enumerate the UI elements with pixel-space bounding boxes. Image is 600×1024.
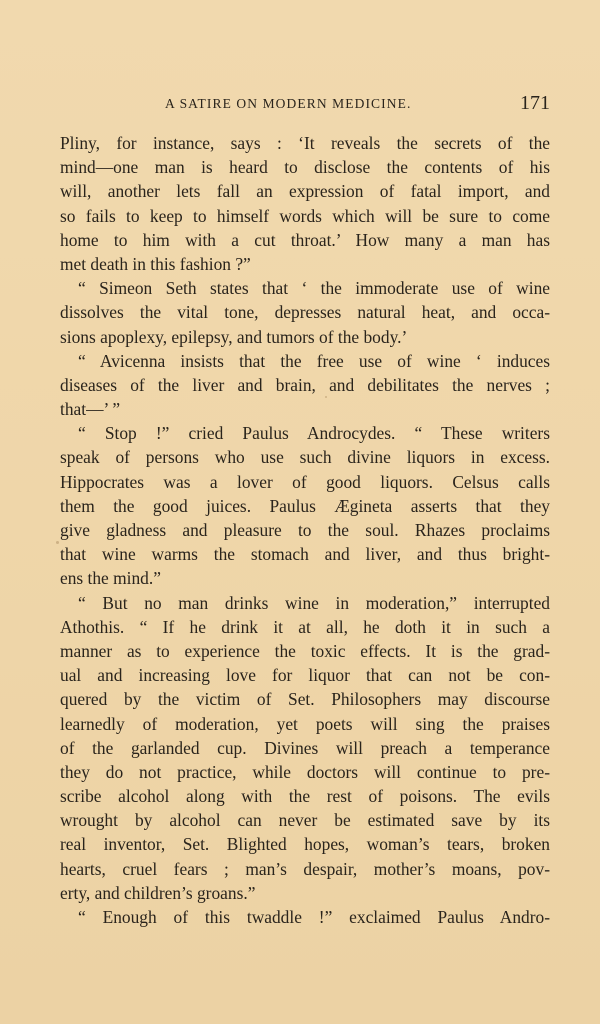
text-line: Athothis. “ If he drink it at all, he doth it in such a <box>60 616 550 637</box>
text-line: learnedly of moderation, yet poets will sing the praises <box>60 713 550 734</box>
text-line: give gladness and pleasure to the soul. Rhazes proclaims <box>60 520 550 540</box>
text-line: met death in this fashion ?” <box>60 253 251 274</box>
text-line: ual and increasing love for liquor that can not be con- <box>60 665 550 686</box>
text-line: them the good juices. Paulus Ægineta asserts that they <box>60 495 550 516</box>
text-line: “ Enough of this twaddle !” exclaimed Paulus Andro- <box>78 907 550 927</box>
text-line: “ Avicenna insists that the free use of wine ‘ induces <box>78 350 550 371</box>
text-line: so fails to keep to himself words which will be sure to come <box>60 205 550 226</box>
text-line: of the garlanded cup. Divines will preach a temperance <box>60 737 550 758</box>
text-line: they do not practice, while doctors will continue to pre- <box>60 761 550 782</box>
text-line: “ But no man drinks wine in moderation,” interrupted <box>78 592 550 613</box>
text-line: sions apoplexy, epilepsy, and tumors of the body.’ <box>60 326 408 347</box>
text-line: Hippocrates was a lover of good liquors. Celsus calls <box>60 471 550 492</box>
text-line: “ Stop !” cried Paulus Androcydes. “ These writers <box>78 423 550 444</box>
text-line: wrought by alcohol can never be estimated save by its <box>60 810 550 831</box>
text-line: erty, and children’s groans.” <box>60 882 256 903</box>
text-line: that wine warms the stomach and liver, and thus bright- <box>60 544 550 565</box>
text-line: quered by the victim of Set. Philosophers may discourse <box>60 689 550 710</box>
text-line: speak of persons who use such divine liquors in excess. <box>60 447 550 468</box>
text-line: manner as to experience the toxic effects. It is the grad- <box>60 640 550 661</box>
text-line: diseases of the liver and brain, and debilitates the nerves ; <box>60 374 550 395</box>
text-line: hearts, cruel fears ; man’s despair, mother’s moans, pov- <box>60 858 550 879</box>
print-speck <box>325 396 327 398</box>
text-line: Pliny, for instance, says : ‘It reveals the secrets of the <box>60 133 550 153</box>
running-title: A SATIRE ON MODERN MEDICINE. <box>165 96 412 111</box>
page-number: 171 <box>520 92 550 114</box>
text-line: home to him with a cut throat.’ How many a man has <box>60 229 550 250</box>
text-line: dissolves the vital tone, depresses natural heat, and occa- <box>60 302 550 323</box>
text-line: mind—one man is heard to disclose the contents of his <box>60 157 550 178</box>
body-text <box>60 131 550 929</box>
text-line: “ Simeon Seth states that ‘ the immoderate use of wine <box>78 278 550 299</box>
text-line: will, another lets fall an expression of fatal import, and <box>60 181 550 202</box>
text-line: ens the mind.” <box>60 568 161 589</box>
running-head <box>60 92 550 118</box>
text-line: scribe alcohol along with the rest of poisons. The evils <box>60 786 550 807</box>
print-speck <box>56 541 59 544</box>
text-line: real inventor, Set. Blighted hopes, woman’s tears, broken <box>60 834 550 855</box>
text-line: that—’ ” <box>60 399 121 420</box>
